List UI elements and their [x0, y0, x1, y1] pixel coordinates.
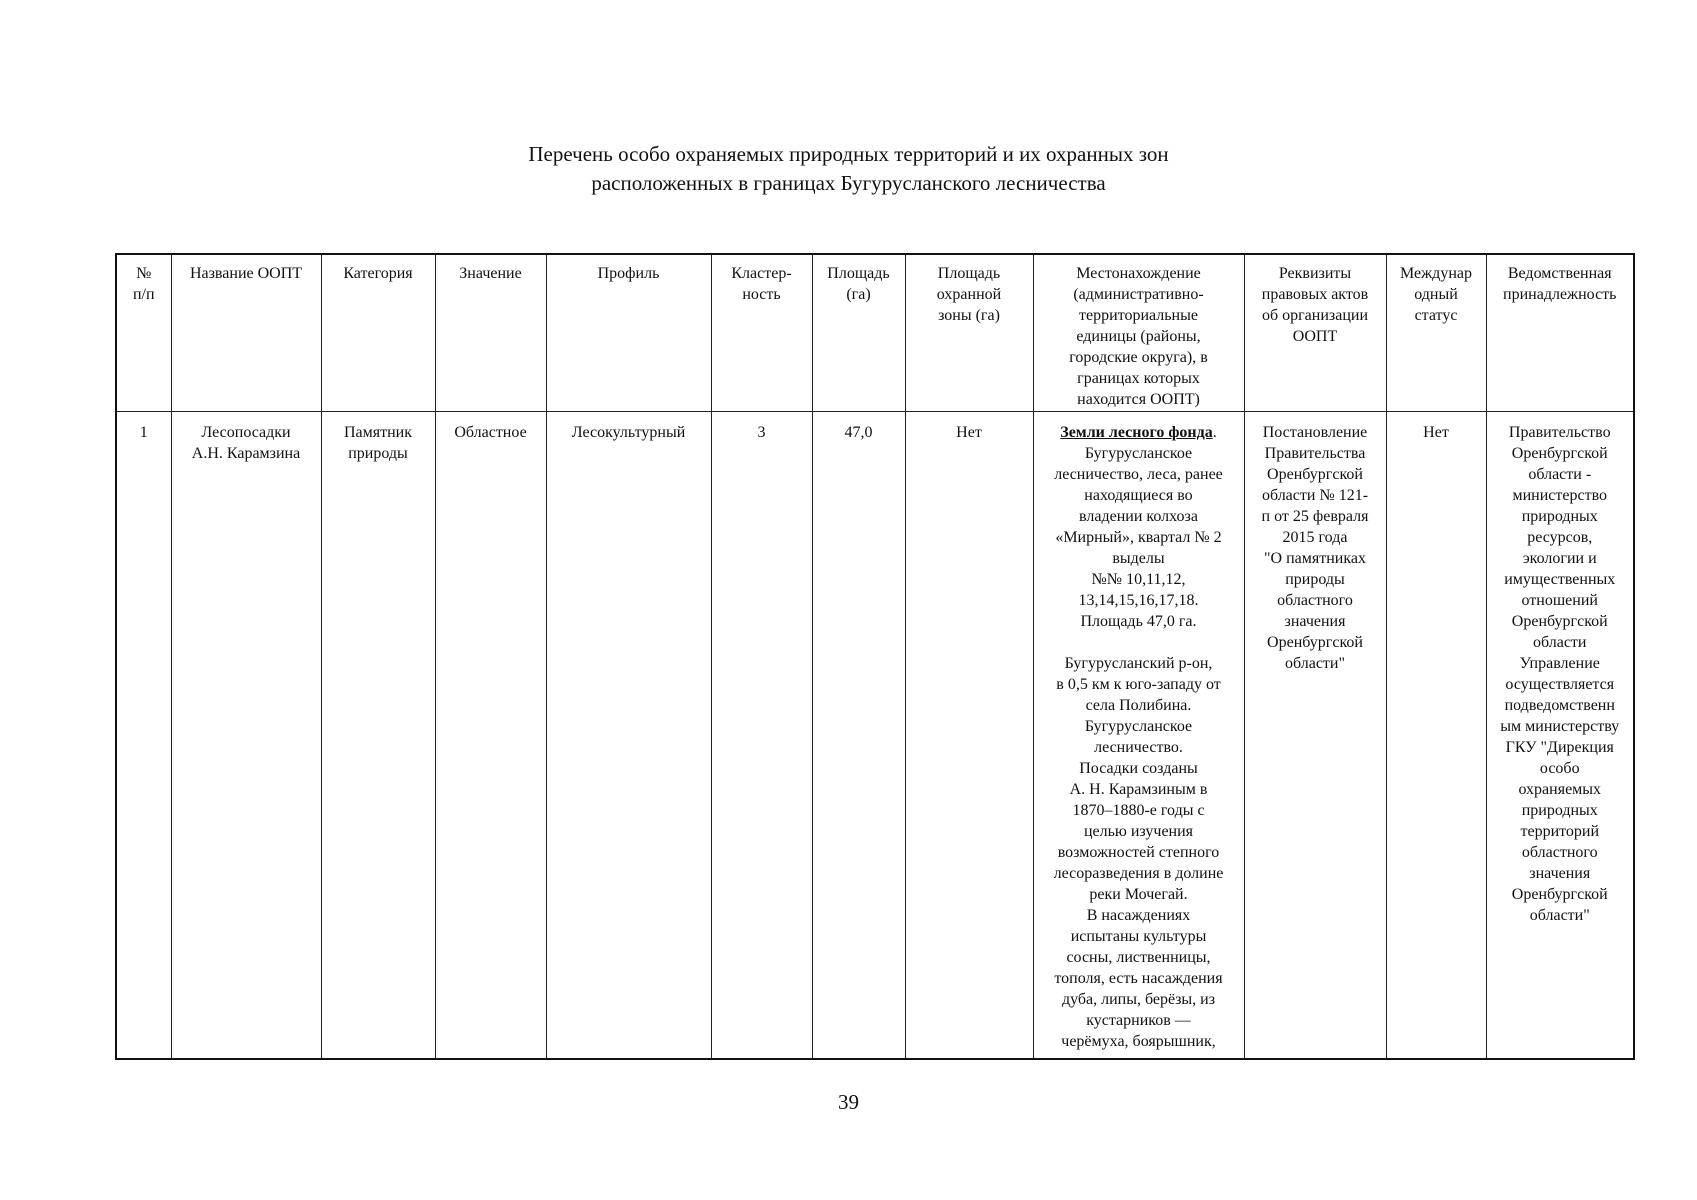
oopt-table	[115, 253, 1635, 1060]
table-header-row	[116, 254, 1634, 411]
column-header-line: ООПТ	[1292, 328, 1338, 345]
cell-buffer-area: Нет	[905, 411, 1033, 1059]
column-header-line: Категория	[343, 265, 413, 282]
column-header-line: п/п	[132, 286, 155, 303]
column-header	[1244, 254, 1386, 411]
column-header-line: Кластер-	[731, 265, 792, 282]
column-header-line: (га)	[846, 286, 871, 303]
text-line: Памятник	[343, 423, 413, 441]
column-header-line: Ведомственная	[1507, 265, 1612, 282]
cell-location: Земли лесного фонда. Бугурусланское лесничество, леса, ранее находящиеся во владении колхоза «Мирный», квартал № 2 выделы №№ 10,11,12, 13,14,15,16,17,18. Площадь 47,0 га. Бугурусланский р-он, в 0,5 км к юго-западу от села Полибина. Бугурусланское лесничество. Посадки созданы А. Н. Карамзиным в 1870–1880-е годы с целью изучения возможностей степного лесоразведения в долине реки Мочегай. В насаждениях испытаны культуры сосны, лиственницы, тополя, есть насаждения дуба, липы, берёзы, из кустарников — черёмуха, боярышник,	[1033, 411, 1244, 1059]
cell-intl-status: Нет	[1386, 411, 1486, 1059]
cell-profile: Лесокультурный	[546, 411, 711, 1059]
title-line-1: Перечень особо охраняемых природных территорий и их охранных зон	[528, 142, 1169, 166]
text-line: целью изучения	[1083, 822, 1194, 840]
text-line: выделы	[1112, 549, 1165, 567]
text-line: природных	[1521, 507, 1598, 525]
text-line: Оренбургской	[1511, 612, 1608, 630]
text-line: села Полибина.	[1085, 696, 1192, 714]
text-line: Оренбургской	[1511, 885, 1608, 903]
text-line: значения	[1529, 864, 1591, 882]
column-header-line: об организации	[1261, 307, 1369, 324]
text-line: Бугурусланское	[1084, 444, 1193, 462]
cell-name	[171, 411, 321, 1059]
text-line: осуществляется	[1505, 675, 1615, 693]
column-header-line: Площадь	[827, 265, 890, 282]
column-header	[116, 254, 171, 411]
column-header	[812, 254, 905, 411]
text-line: Управление	[1519, 654, 1600, 672]
text-line: возможностей степного	[1057, 843, 1220, 861]
column-header	[1033, 254, 1244, 411]
cell-clustering: 3	[711, 411, 812, 1059]
text-line: в 0,5 км к юго-западу от	[1056, 675, 1221, 693]
text-line: Посадки созданы	[1079, 759, 1198, 777]
text-line: областного	[1277, 591, 1353, 609]
text-line: Бугурусланское	[1084, 717, 1193, 735]
text-line: министерство	[1512, 486, 1608, 504]
column-header-line: Значение	[459, 265, 522, 282]
column-header-line: территориальные	[1079, 307, 1198, 324]
column-header	[435, 254, 546, 411]
column-header-line: городские округа), в	[1069, 349, 1208, 366]
text-line: природы	[348, 444, 408, 462]
cell-num: 1	[116, 411, 171, 1059]
column-header-line: принадлежность	[1503, 286, 1617, 303]
text-line: природных	[1521, 801, 1598, 819]
text-line: черёмуха, боярышник,	[1061, 1032, 1216, 1050]
text-line: ресурсов,	[1527, 528, 1593, 546]
text-line: п от 25 февраля	[1261, 507, 1369, 525]
column-header-line: границах которых	[1077, 370, 1200, 387]
text-line: охраняемых	[1518, 780, 1602, 798]
column-header-line: правовых актов	[1261, 286, 1369, 303]
text-line: кустарников —	[1086, 1011, 1191, 1029]
column-header	[711, 254, 812, 411]
page-number: 39	[838, 1090, 859, 1114]
cell-department	[1486, 411, 1634, 1059]
column-header-line: Название ООПТ	[189, 265, 303, 282]
text-line: №№ 10,11,12,	[1091, 570, 1186, 588]
table-row	[116, 411, 1634, 1059]
text-line: Правительство	[1508, 423, 1611, 441]
text-line: области	[1533, 633, 1587, 651]
location-part-1	[1037, 443, 1241, 632]
text-line: подведомственн	[1504, 696, 1615, 714]
cell-category	[321, 411, 435, 1059]
cell-area: 47,0	[812, 411, 905, 1059]
column-header-line: охранной	[936, 286, 1002, 303]
text-line: находящиеся во	[1084, 486, 1193, 504]
text-line: дуба, липы, берёзы, из	[1061, 990, 1216, 1008]
text-line: 1870–1880-е годы с	[1072, 801, 1205, 819]
cell-legal-acts	[1244, 411, 1386, 1059]
text-line: имущественных	[1504, 570, 1616, 588]
text-line: тополя, есть насаждения	[1054, 969, 1223, 987]
text-line: реки Мочегай.	[1089, 885, 1188, 903]
text-line: сосны, лиственницы,	[1066, 948, 1211, 966]
column-header	[321, 254, 435, 411]
location-part-2	[1037, 653, 1241, 1052]
column-header-line: Профиль	[597, 265, 660, 282]
text-line: ым министерству	[1500, 717, 1620, 735]
text-line: природы	[1285, 570, 1345, 588]
column-header-line: Местонахождение	[1076, 265, 1201, 282]
text-line: испытаны культуры	[1070, 927, 1207, 945]
column-header	[1386, 254, 1486, 411]
document-title	[0, 140, 1697, 198]
column-header-line: одный	[1414, 286, 1458, 303]
column-header-line: зоны (га)	[938, 307, 1000, 324]
column-header-line: Площадь	[937, 265, 1001, 282]
text-line: отношений	[1521, 591, 1598, 609]
text-line: области"	[1284, 654, 1345, 672]
text-line: В насаждениях	[1086, 906, 1191, 924]
text-line: «Мирный», квартал № 2	[1055, 528, 1222, 546]
column-header-line: статус	[1414, 307, 1458, 324]
text-line: ГКУ "Дирекция	[1505, 738, 1614, 756]
text-line: лесничество.	[1094, 738, 1183, 756]
text-line: лесничество, леса, ранее	[1054, 465, 1223, 483]
column-header	[171, 254, 321, 411]
text-line: территорий	[1520, 822, 1600, 840]
text-line: Оренбургской	[1511, 444, 1608, 462]
column-header-line: Междунар	[1400, 265, 1472, 282]
text-line: "О памятниках	[1264, 549, 1366, 567]
title-line-2: расположенных в границах Бугурусланского лесничества	[591, 171, 1106, 195]
location-lead: Земли лесного фонда	[1060, 423, 1213, 441]
column-header	[546, 254, 711, 411]
text-line: Оренбургской	[1267, 633, 1363, 651]
text-line: области № 121-	[1261, 486, 1369, 504]
text-line: экологии и	[1522, 549, 1597, 567]
text-line: владении колхоза	[1079, 507, 1198, 525]
text-line: 13,14,15,16,17,18.	[1078, 591, 1199, 609]
text-line: 2015 года	[1282, 528, 1348, 546]
column-header	[1486, 254, 1634, 411]
column-header-line: №	[136, 265, 152, 282]
text-line: областного	[1521, 843, 1598, 861]
column-header-line: (административно-	[1073, 286, 1204, 303]
cell-significance: Областное	[435, 411, 546, 1059]
text-line: А.Н. Карамзина	[191, 444, 301, 462]
column-header-line: единицы (районы,	[1076, 328, 1201, 345]
column-header-line: находится ООПТ)	[1077, 391, 1200, 408]
column-header-line: ность	[742, 286, 781, 303]
column-header-line: Реквизиты	[1278, 265, 1352, 282]
text-line: Оренбургской	[1267, 465, 1363, 483]
column-header	[905, 254, 1033, 411]
text-line: Площадь 47,0 га.	[1080, 612, 1197, 630]
text-line: Постановление	[1262, 423, 1368, 441]
text-line: лесоразведения в долине	[1053, 864, 1224, 882]
text-line: Бугурусланский р-он,	[1064, 654, 1213, 672]
text-line: Правительства	[1264, 444, 1366, 462]
text-line: особо	[1539, 759, 1580, 777]
text-line: Лесопосадки	[201, 423, 291, 441]
text-line: А. Н. Карамзиным в	[1069, 780, 1208, 798]
text-line: области"	[1529, 906, 1590, 924]
text-line: значения	[1284, 612, 1346, 630]
text-line: области -	[1528, 465, 1592, 483]
